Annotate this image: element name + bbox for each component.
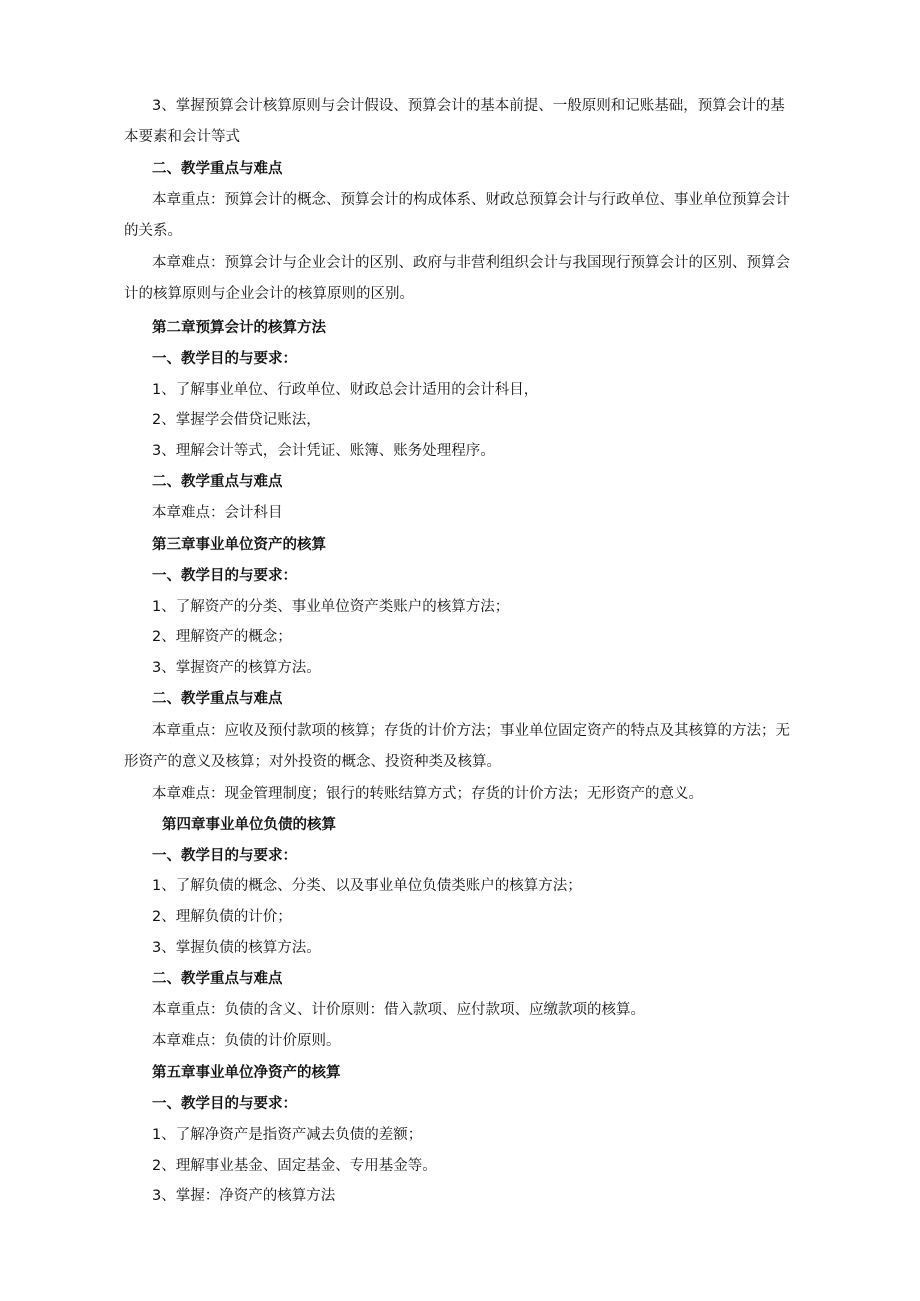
ch4-goal-heading: 一、教学目的与要求：: [152, 848, 297, 864]
ch1-key-heading: 二、教学重点与难点: [152, 161, 283, 177]
ch2-title: 第二章预算会计的核算方法: [152, 320, 326, 336]
ch2-goal-heading: 一、教学目的与要求：: [152, 351, 297, 367]
ch4-key-heading: 二、教学重点与难点: [152, 971, 283, 987]
ch5-item-1: 1、了解净资产是指资产减去负债的差额；: [152, 1127, 423, 1143]
ch1-item3-line1: 3、掌握预算会计核算原则与会计假设、预算会计的基本前提、一般原则和记账基础，预算会计的基: [152, 98, 785, 114]
ch5-item-3: 3、掌握：净资产的核算方法: [152, 1188, 336, 1204]
ch4-item-1: 1、了解负债的概念、分类、以及事业单位负债类账户的核算方法；: [152, 878, 582, 894]
ch4-title: 第四章事业单位负债的核算: [162, 817, 336, 833]
ch2-item-3: 3、理解会计等式，会计凭证、账簿、账务处理程序。: [152, 443, 495, 459]
ch1-key-line2: 的关系。: [124, 223, 182, 239]
ch2-key-heading: 二、教学重点与难点: [152, 474, 283, 490]
ch4-item-2: 2、理解负债的计价；: [152, 909, 292, 925]
ch2-diff: 本章难点：会计科目: [152, 505, 283, 521]
ch3-key-line1: 本章重点：应收及预付款项的核算；存货的计价方法；事业单位固定资产的特点及其核算的方法；无: [152, 723, 790, 739]
ch1-diff-line2: 计的核算原则与企业会计的核算原则的区别。: [124, 286, 414, 302]
ch2-item-2: 2、掌握学会借贷记账法，: [152, 412, 321, 428]
ch5-title: 第五章事业单位净资产的核算: [152, 1065, 341, 1081]
ch4-item-3: 3、掌握负债的核算方法。: [152, 940, 321, 956]
ch1-diff-line1: 本章难点：预算会计与企业会计的区别、政府与非营利组织会计与我国现行预算会计的区别、预算会: [152, 255, 790, 271]
ch3-key-heading: 二、教学重点与难点: [152, 691, 283, 707]
ch3-diff: 本章难点：现金管理制度；银行的转账结算方式；存货的计价方法；无形资产的意义。: [152, 786, 703, 802]
ch3-item-1: 1、了解资产的分类、事业单位资产类账户的核算方法；: [152, 599, 510, 615]
ch4-key: 本章重点：负债的含义、计价原则：借入款项、应付款项、应缴款项的核算。: [152, 1002, 645, 1018]
ch5-goal-heading: 一、教学目的与要求：: [152, 1096, 297, 1112]
ch1-key-line1: 本章重点：预算会计的概念、预算会计的构成体系、财政总预算会计与行政单位、事业单位预算会计: [152, 192, 790, 208]
ch3-key-line2: 形资产的意义及核算；对外投资的概念、投资种类及核算。: [124, 754, 501, 770]
ch2-item-1: 1、了解事业单位、行政单位、财政总会计适用的会计科目，: [152, 382, 539, 398]
ch3-item-3: 3、掌握资产的核算方法。: [152, 660, 321, 676]
ch1-item3-line2: 本要素和会计等式: [124, 129, 240, 145]
ch3-goal-heading: 一、教学目的与要求：: [152, 568, 297, 584]
ch3-item-2: 2、理解资产的概念；: [152, 629, 292, 645]
ch3-title: 第三章事业单位资产的核算: [152, 537, 326, 553]
ch5-item-2: 2、理解事业基金、固定基金、专用基金等。: [152, 1158, 437, 1174]
ch4-diff: 本章难点：负债的计价原则。: [152, 1033, 341, 1049]
